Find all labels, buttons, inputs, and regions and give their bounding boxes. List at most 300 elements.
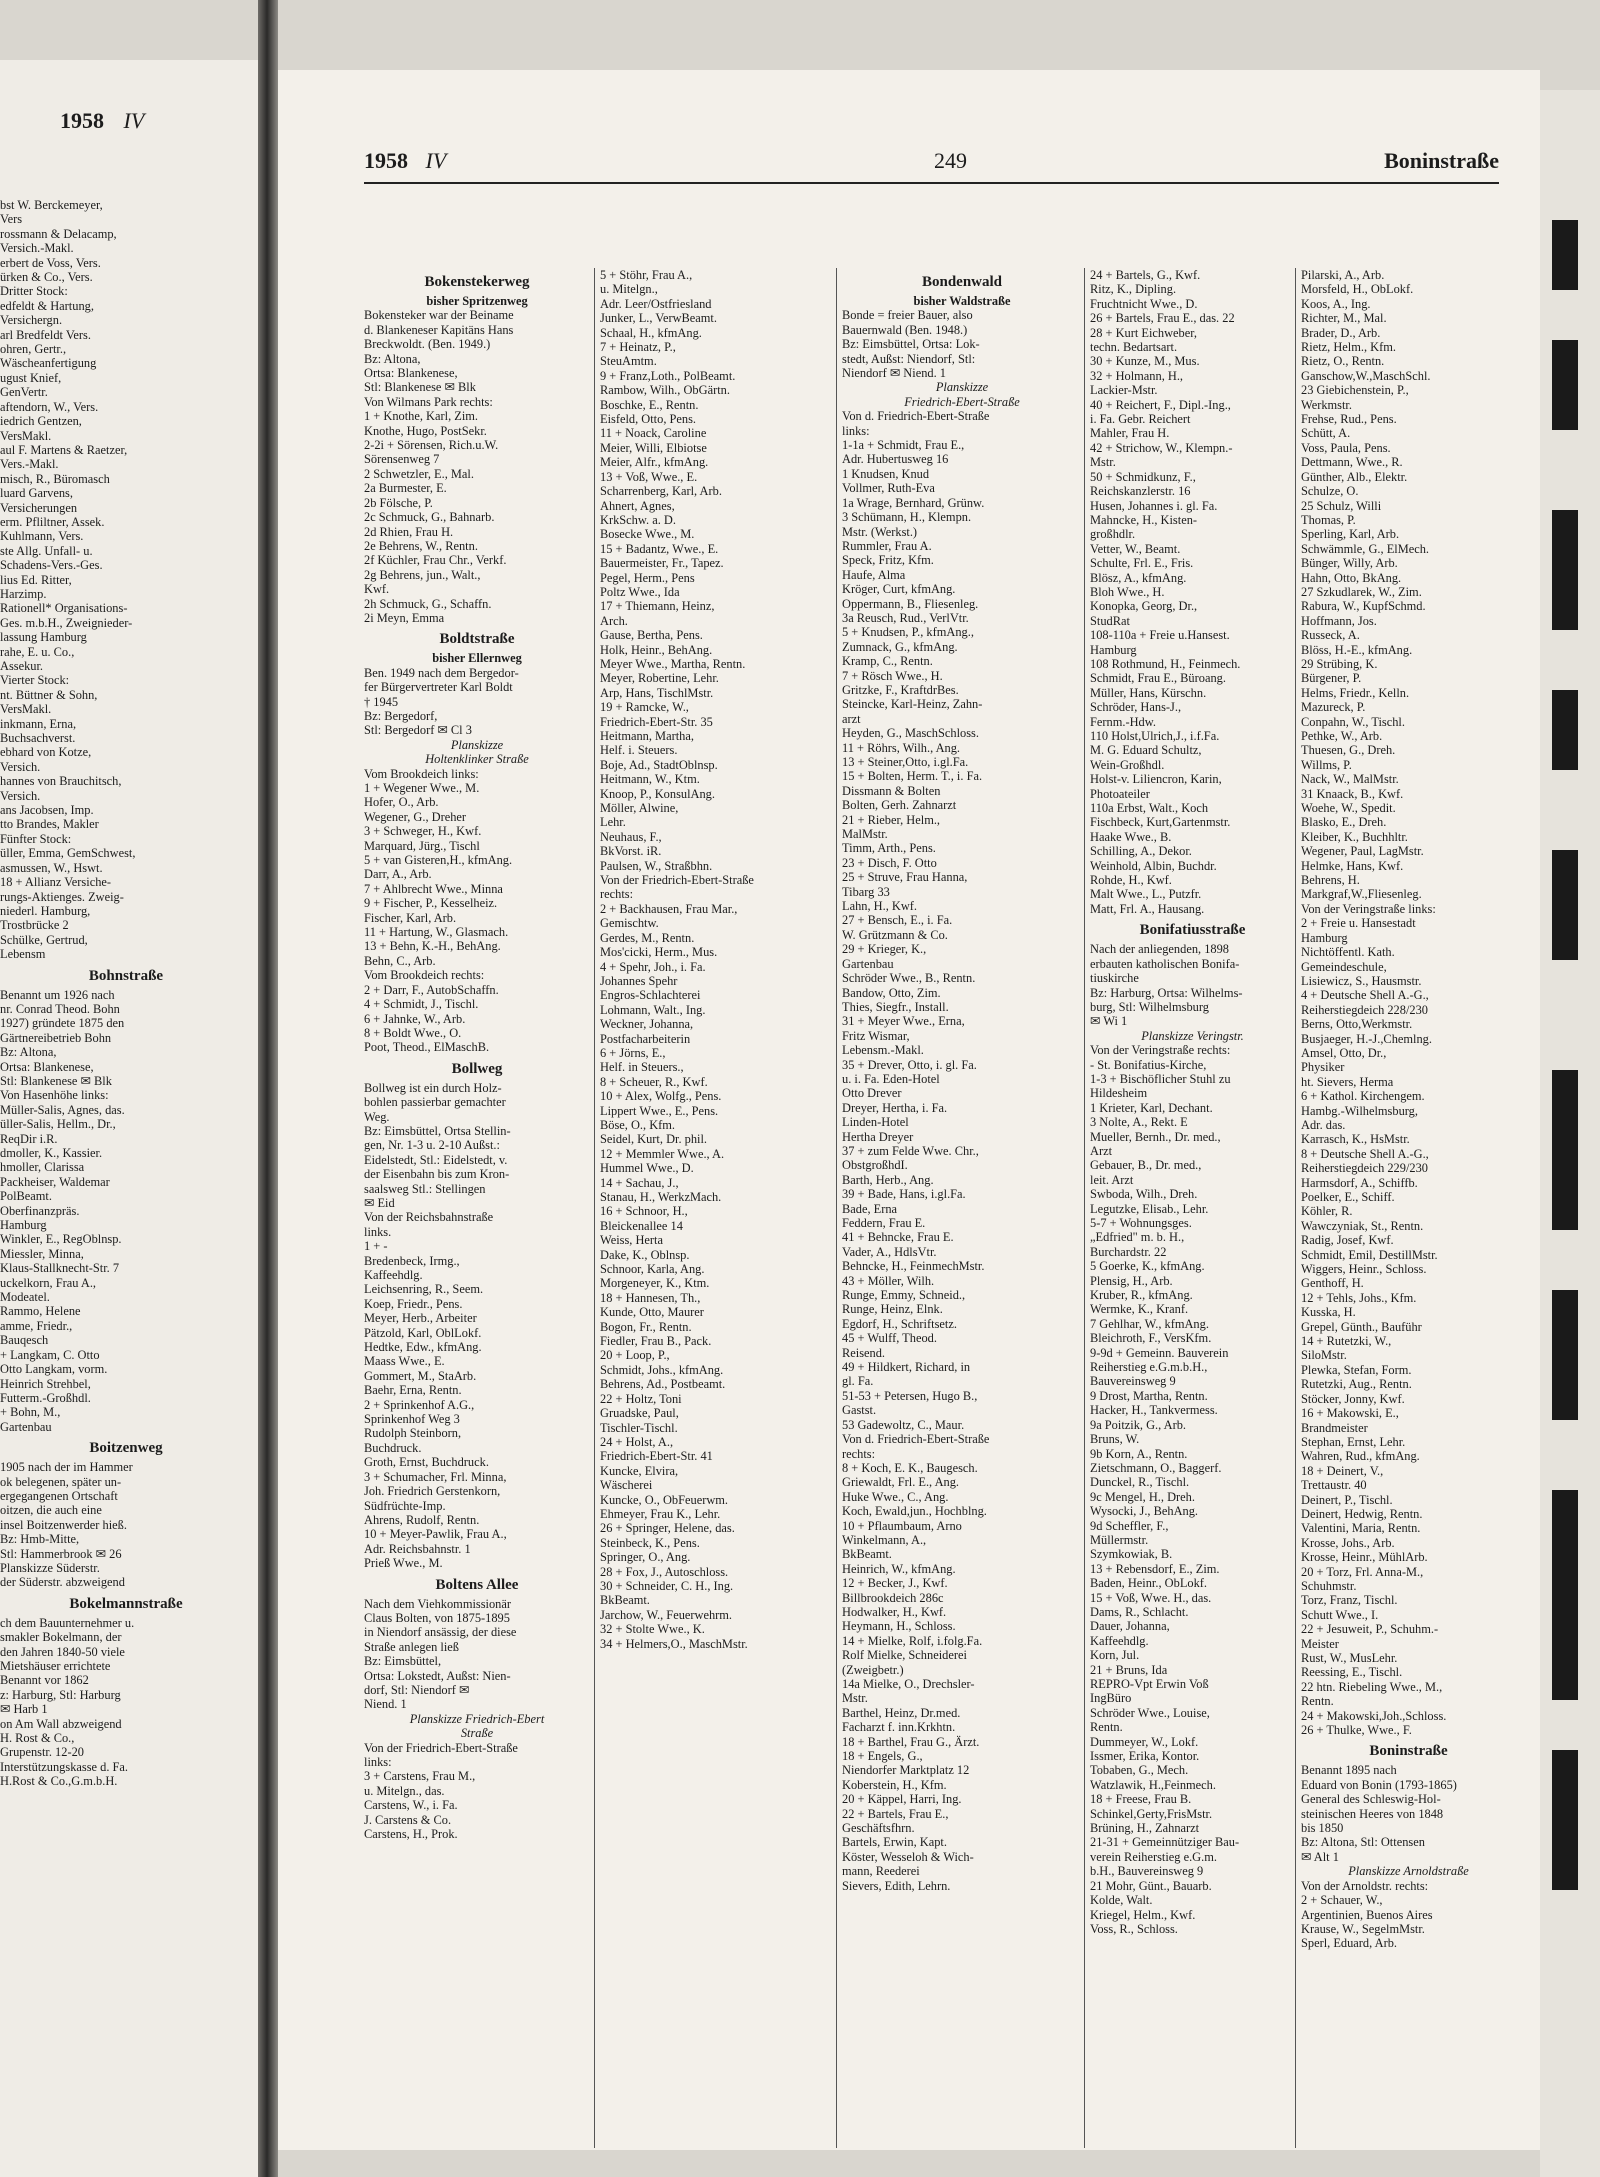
directory-entry: 5 + Stöhr, Frau A., [600,268,693,282]
directory-entry: Versich.-Makl. [0,241,74,256]
directory-entry: rossmann & Delacamp, [0,226,117,241]
directory-entry: Speck, Fritz, Kfm. [842,553,934,568]
directory-entry: Griewaldt, Frl. E., Ang. [842,1475,960,1490]
directory-entry: bohlen passierbar gemachter [364,1095,506,1110]
directory-entry: burg, Stl: Wilhelmsburg [1090,999,1209,1014]
directory-entry: nt. Büttner & Sohn, [0,687,98,702]
directory-entry: Morsfeld, H., ObLokf. [1301,282,1414,297]
directory-entry: BkBeamt. [842,1547,892,1562]
directory-entry: mann, Reederei [842,1864,920,1879]
directory-entry: Krosse, Johs., Arb. [1301,1535,1395,1550]
right-page [278,70,1540,2150]
directory-entry: Haufe, Alma [842,567,906,582]
directory-entry: Runge, Emmy, Schneid., [842,1288,966,1303]
directory-entry: Helms, Friedr., Kelln. [1301,685,1410,700]
directory-entry: Fruchtnicht Wwe., D. [1090,296,1198,311]
directory-entry: Vom Brookdeich rechts: [364,968,485,983]
directory-entry: Issmer, Erika, Kontor. [1090,1749,1200,1764]
directory-entry: Hodwalker, H., Kwf. [842,1604,947,1619]
edge-mark [1552,1490,1578,1700]
directory-entry: 5-7 + Wohnungsges. [1090,1216,1192,1230]
directory-entry: Runge, Heinz, Elnk. [842,1302,943,1317]
directory-entry: Futterm.-Großhdl. [0,1390,91,1405]
directory-entry: Kleiber, K., Buchhltr. [1301,829,1408,844]
directory-entry: Bolten, Gerh. Zahnarzt [842,798,957,813]
directory-entry: 18 + Allianz Versiche- [0,875,112,890]
edge-mark [1552,340,1578,430]
directory-entry: Vollmer, Ruth-Eva [842,481,935,496]
directory-entry: Grupenstr. 12-20 [0,1745,84,1760]
directory-entry: z: Harburg, Stl: Harburg [0,1687,121,1702]
directory-entry: Haake Wwe., B. [1090,829,1172,844]
directory-entry: Bollweg ist ein durch Holz- [364,1080,502,1095]
directory-entry: Bz: Altona, [364,351,421,366]
street-heading: Bokenstekerweg [424,274,530,290]
directory-entry: Kuhlmann, Vers. [0,529,84,544]
directory-entry: Lippert Wwe., E., Pens. [600,1103,719,1118]
directory-entry: Dams, R., Schlacht. [1090,1604,1189,1619]
directory-entry: gen, Nr. 1-3 u. 2-10 Außst.: [364,1138,500,1153]
edge-mark [1552,510,1578,630]
directory-entry: 30 + Kunze, M., Mus. [1090,354,1200,369]
directory-entry: Deinert, Hedwig, Rentn. [1301,1506,1423,1521]
directory-entry: gl. Fa. [842,1374,874,1389]
directory-entry: Wegener, G., Dreher [364,809,467,824]
directory-entry: Wermke, K., Kranf. [1090,1302,1189,1317]
directory-entry: Von der Friedrich-Ebert-Straße [600,873,754,888]
directory-entry: Koch, Ewald,jun., Hochblng. [842,1504,987,1519]
directory-entry: Plewka, Stefan, Form. [1301,1362,1412,1377]
directory-entry: Voss, Paula, Pens. [1301,440,1391,455]
directory-entry: 8 + Deutsche Shell A.-G., [1301,1146,1429,1161]
directory-entry: Adr. Hubertusweg 16 [842,452,949,467]
directory-entry: Oppermann, B., Fliesenleg. [842,596,979,611]
directory-entry: Hambg.-Wilhelmsburg, [1301,1103,1418,1118]
directory-entry: 4 + Spehr, Joh., i. Fa. [600,959,706,974]
directory-entry: Günther, Alb., Elektr. [1301,469,1408,484]
directory-entry: Schmidt, Frau E., Büroang. [1090,671,1226,686]
directory-entry: Burchardstr. 22 [1090,1244,1167,1259]
directory-entry: 49 + Hildkert, Richard, in [842,1360,971,1375]
directory-entry: Dissmann & Bolten [842,783,941,798]
directory-entry: Schutt Wwe., I. [1301,1607,1379,1622]
left-page-header [60,108,210,134]
directory-entry: 12 + Tehls, Johs., Kfm. [1301,1290,1417,1305]
directory-entry: 18 + Engels, G., [842,1749,923,1764]
right-header-year: 1958 [364,148,408,173]
plan-reference: Friedrich-Ebert-Straße [904,394,1020,409]
directory-entry: Bz: Eimsbüttel, Ortsa Stellin- [364,1123,511,1138]
directory-entry: Physiker [1301,1060,1345,1075]
directory-entry: 3 + Schweger, H., Kwf. [364,824,482,839]
directory-entry: Meyer, Herb., Arbeiter [364,1311,477,1326]
directory-entry: Mstr. (Werkst.) [842,524,918,539]
directory-entry: Dummeyer, W., Lokf. [1090,1734,1199,1749]
directory-entry: bst W. Berckemeyer, [0,198,103,212]
directory-entry: 1-3 + Bischöflicher Stuhl zu [1090,1071,1231,1086]
directory-entry: 8 + Koch, E. K., Baugesch. [842,1460,978,1475]
directory-entry: aftendorn, W., Vers. [0,399,99,414]
directory-entry: Müllermstr. [1090,1532,1149,1547]
directory-entry: Postfacharbeiterin [600,1031,691,1046]
directory-entry: Bredenbeck, Irmg., [364,1253,460,1268]
directory-entry: Harzimp. [0,586,47,601]
directory-entry: Hacker, H., Tankvermess. [1090,1403,1218,1418]
directory-entry: Knoop, P., KonsulAng. [600,786,715,801]
directory-entry: Blösz, A., kfmAng. [1090,570,1187,585]
directory-entry: Matt, Frl. A., Hausang. [1090,901,1205,916]
directory-entry: 25 Schulz, Willi [1301,498,1382,513]
directory-entry: Schülke, Gertrud, [0,932,88,947]
directory-entry: Harmsdorf, A., Schiffb. [1301,1175,1418,1190]
running-head-street: Boninstraße [1384,148,1499,173]
directory-entry: W. Grützmann & Co. [842,927,948,942]
directory-entry: 2b Fölsche, P. [364,495,433,510]
directory-entry: Poltz Wwe., Ida [600,584,680,599]
street-note: bisher Spritzenweg [426,294,528,308]
directory-entry: Von d. Friedrich-Ebert-Straße [842,409,990,424]
street-heading: Bollweg [451,1060,503,1077]
directory-entry: lius Ed. Ritter, [0,572,72,587]
directory-entry: misch, R., Büromasch [0,471,110,486]
directory-entry: Grepel, Günth., Bauführ [1301,1319,1422,1334]
directory-entry: Sprinkenhof Weg 3 [364,1412,460,1427]
directory-entry: Koberstein, H., Kfm. [842,1777,947,1792]
directory-entry: Rammo, Helene [0,1304,81,1319]
directory-entry: 34 + Helmers,O., MaschMstr. [600,1636,748,1651]
directory-entry: Gemischtw. [600,916,659,931]
directory-entry: Stephan, Ernst, Lehr. [1301,1434,1406,1449]
directory-entry: Bünger, Willy, Arb. [1301,556,1398,571]
directory-entry: Sörensenweg 7 [364,452,440,467]
directory-entry: Scharrenberg, Karl, Arb. [600,484,722,499]
directory-entry: dorf, Stl: Niendorf ✉ [364,1682,470,1697]
directory-entry: Husen, Johannes i. gl. Fa. [1090,498,1218,513]
directory-entry: Jarchow, W., Feuerwehrm. [600,1607,733,1622]
directory-entry: Schwämmle, G., ElMech. [1301,541,1430,556]
directory-entry: Dreyer, Hertha, i. Fa. [842,1100,948,1115]
directory-entry: 13 + Behn, K.-H., BehAng. [364,939,501,954]
directory-entry: 22 + Bartels, Frau E., [842,1806,949,1821]
directory-entry: Schmidt, Johs., kfmAng. [600,1362,724,1377]
directory-entry: Vetter, W., Beamt. [1090,541,1181,556]
directory-entry: Bloh Wwe., H. [1090,584,1165,599]
directory-entry: 5 Goerke, K., kfmAng. [1090,1259,1205,1274]
directory-entry: d. Blankeneser Kapitäns Hans [364,322,514,337]
directory-entry: Bokensteker war der Beiname [364,308,514,323]
directory-entry: J. Carstens & Co. [364,1812,452,1827]
directory-entry: Buchdruck. [364,1440,422,1455]
directory-entry: Kwf. [364,582,390,597]
directory-entry: Behn, C., Arb. [364,953,436,968]
directory-entry: Adr. das. [1301,1117,1346,1132]
directory-entry: Steincke, Karl-Heinz, Zahn- [842,697,983,712]
directory-entry: Knothe, Hugo, PostSekr. [364,423,487,438]
directory-entry: 13 + Steiner,Otto, i.gl.Fa. [842,755,969,769]
page-number: 249 [934,148,967,173]
directory-entry: PolBeamt. [0,1189,52,1204]
directory-entry: 2 Schwetzler, E., Mal. [364,466,474,481]
directory-entry: Bonde = freier Bauer, also [842,308,973,323]
directory-entry: Kaffeehdlg. [1090,1633,1149,1648]
directory-entry: Ehmeyer, Frau K., Lehr. [600,1506,721,1521]
directory-entry: Von der Veringstraße rechts: [1090,1043,1231,1058]
directory-entry: 26 + Thulke, Wwe., F. [1301,1723,1412,1738]
edge-mark [1552,850,1578,960]
directory-entry: ugust Knief, [0,370,62,385]
directory-entry: Bleickenallee 14 [600,1218,683,1233]
directory-entry: Nach dem Viehkommissionär [364,1596,511,1611]
directory-entry: 43 + Möller, Wilh. [842,1273,935,1288]
directory-entry: Johannes Spehr [600,973,678,988]
directory-entry: ok belegenen, später un- [0,1474,122,1489]
directory-entry: Fünfter Stock: [0,831,72,846]
directory-entry: Bauermeister, Fr., Tapez. [600,556,724,571]
directory-entry: Klaus-Stallknecht-Str. 7 [0,1261,120,1276]
directory-entry: Hildesheim [1090,1086,1148,1101]
directory-entry: Huke Wwe., C., Ang. [842,1489,949,1504]
directory-entry: 2h Schmuck, G., Schaffn. [364,596,492,611]
directory-entry: Watzlawik, H.,Feinmech. [1090,1777,1216,1792]
directory-entry: Paulsen, W., Straßbhn. [600,858,713,873]
directory-entry: Kriegel, Helm., Kwf. [1090,1907,1196,1922]
directory-entry: Thuesen, G., Dreh. [1301,743,1396,758]
directory-entry: 9 + Franz,Loth., PolBeamt. [600,368,736,383]
directory-entry: Reiherstiegdeich 229/230 [1301,1161,1428,1176]
directory-entry: 110a Erbst, Walt., Koch [1090,801,1209,816]
directory-entry: Torz, Franz, Tischl. [1301,1593,1398,1608]
directory-entry: Bosecke Wwe., M. [600,527,695,542]
directory-entry: 3a Reusch, Rud., VerlVtr. [842,610,969,625]
directory-entry: H. Rost & Co., [0,1731,75,1746]
directory-entry: Dritter Stock: [0,284,68,299]
directory-entry: Meier, Alfr., kfmAng. [600,455,709,470]
directory-entry: 16 + Schnoor, H., [600,1204,688,1219]
directory-column [1090,268,1295,2148]
directory-entry: Holk, Heinr., BehAng. [600,642,713,657]
directory-entry: Nichtöffentl. Kath. [1301,945,1395,960]
directory-entry: Egdorf, H., Schriftsetz. [842,1316,957,1331]
directory-entry: ans Jacobsen, Imp. [0,803,94,818]
directory-entry: rechts: [600,887,634,902]
directory-entry: Plensig, H., Arb. [1090,1273,1173,1288]
directory-entry: Tischler-Tischl. [600,1420,678,1435]
directory-entry: Miessler, Minna, [0,1246,84,1261]
edge-mark [1552,220,1578,290]
directory-entry: Dettmann, Wwe., R. [1301,455,1403,470]
directory-entry: Vers.-Makl. [0,457,59,472]
directory-entry: Arzt [1090,1143,1113,1158]
directory-entry: Pätzold, Karl, OblLokf. [364,1325,482,1340]
directory-entry: Boje, Ad., StadtOblnsp. [600,757,718,772]
directory-entry: GenVertr. [0,385,48,400]
directory-entry: 10 + Meyer-Pawlik, Frau A., [364,1527,507,1542]
directory-entry: Bogon, Fr., Rentn. [600,1319,692,1334]
directory-entry: Malt Wwe., L., Putzfr. [1090,887,1202,902]
directory-entry: Thies, Siegfr., Install. [842,999,949,1014]
directory-entry: Versich. [0,788,41,803]
directory-entry: BkVorst. iR. [600,844,662,859]
directory-entry: Geschäftsfhrn. [842,1821,915,1836]
directory-entry: Billbrookdeich 286c [842,1590,944,1605]
directory-entry: Rutetzki, Aug., Rentn. [1301,1377,1412,1392]
directory-entry: 15 + Voß, Wwe. H., das. [1090,1590,1212,1605]
directory-entry: nr. Conrad Theod. Bohn [0,1001,120,1016]
directory-entry: Gastst. [842,1403,877,1418]
directory-entry: Conpahn, W., Tischl. [1301,714,1405,729]
directory-entry: üller, Emma, GemSchwest, [0,846,136,861]
directory-entry: Lebensm [0,947,46,962]
book-gutter [258,0,278,2177]
directory-entry: 23 + Disch, F. Otto [842,855,937,870]
directory-entry: Winkler, E., RegOblnsp. [0,1232,122,1247]
directory-entry: Stl: Hammerbrook ✉ 26 [0,1546,122,1561]
directory-entry: Vierter Stock: [0,673,70,688]
directory-entry: StudRat [1090,613,1130,628]
edge-mark [1552,1750,1578,1890]
directory-entry: stedt, Außst: Niendorf, Stl: [842,351,976,366]
directory-entry: Rambow, Wilh., ObGärtn. [600,383,730,398]
directory-entry: 15 + Badantz, Wwe., E. [600,541,719,556]
directory-entry: Schröder Wwe., B., Rentn. [842,971,976,986]
directory-entry: 22 + Jesuweit, P., Schuhm.- [1301,1622,1439,1637]
directory-entry: Kaffeehdlg. [364,1268,423,1282]
directory-entry: Carstens, H., Prok. [364,1827,458,1842]
directory-entry: Müller, Hans, Kürschn. [1090,685,1207,700]
directory-entry: + Bohn, M., [0,1405,61,1420]
directory-entry: Stl: Blankenese ✉ Blk [0,1073,112,1088]
directory-entry: Arp, Hans, TischlMstr. [600,685,714,700]
directory-entry: Köster, Wesseloh & Wich- [842,1849,974,1864]
directory-entry: Gruadske, Paul, [600,1406,679,1421]
directory-entry: Reiherstieg e.G.m.b.H., [1090,1360,1208,1375]
directory-entry: Wäscherei [600,1478,653,1493]
directory-entry: Nack, W., MalMstr. [1301,772,1399,787]
directory-entry: „Edfried" m. b. H., [1090,1230,1185,1245]
directory-entry: Krause, W., SegelmMstr. [1301,1921,1425,1936]
directory-entry: Schuhmstr. [1301,1578,1357,1593]
directory-entry: Russeck, A. [1301,628,1360,643]
directory-entry: der Süderstr. abzweigend [0,1575,125,1590]
directory-entry: Bürgener, P. [1301,671,1362,686]
directory-entry: Friedrich-Ebert-Str. 41 [600,1449,713,1464]
directory-entry: 11 + Hartung, W., Glasmach. [364,925,509,940]
directory-entry: Joh. Friedrich Gerstenkorn, [364,1484,501,1499]
directory-entry: Packheiser, Waldemar [0,1174,110,1189]
directory-entry: Hedtke, Edw., kfmAng. [364,1340,482,1355]
directory-entry: Heymann, H., Schloss. [842,1619,956,1634]
directory-entry: Schröder, Hans-J., [1090,700,1182,715]
directory-entry: großhdlr. [1090,527,1136,542]
directory-entry: Bauvereinsweg 9 [1090,1374,1176,1389]
directory-entry: Brüning, H., Zahnarzt [1090,1821,1200,1836]
directory-entry: Baehr, Erna, Rentn. [364,1383,462,1398]
directory-entry: REPRO-Vpt Erwin Voß [1090,1677,1209,1691]
directory-entry: Szymkowiak, B. [1090,1547,1173,1562]
directory-entry: Zietschmann, O., Baggerf. [1090,1460,1222,1475]
directory-entry: Darr, A., Arb. [364,867,432,882]
directory-column [842,268,1082,2148]
directory-entry: Gause, Bertha, Pens. [600,628,703,643]
directory-entry: links: [842,423,870,438]
directory-entry: 20 + Torz, Frl. Anna-M., [1301,1564,1424,1579]
directory-entry: 9 Drost, Martha, Rentn. [1090,1388,1208,1403]
street-heading: Boltens Allee [435,1576,519,1593]
directory-entry: 21 + Bruns, Ida [1090,1662,1168,1677]
left-page [0,60,258,2177]
directory-entry: + Langkam, C. Otto [0,1347,100,1362]
directory-entry: Sperl, Eduard, Arb. [1301,1936,1398,1951]
directory-entry: ReqDir i.R. [0,1131,58,1146]
directory-entry: inkmann, Erna, [0,716,77,731]
directory-entry: Engros-Schlachterei [600,988,701,1003]
directory-entry: Versicherungen [0,500,78,515]
directory-entry: 2e Behrens, W., Rentn. [364,538,478,553]
directory-entry: Hofer, O., Arb. [364,795,439,810]
directory-entry: Deinert, P., Tischl. [1301,1492,1393,1507]
directory-entry: Niendorfer Marktplatz 12 [842,1763,970,1778]
directory-entry: Behncke, H., FeinmechMstr. [842,1259,985,1274]
directory-entry: Woehe, W., Spedit. [1301,801,1396,816]
directory-entry: Fernm.-Hdw. [1090,714,1156,729]
directory-entry: Springer, O., Ang. [600,1550,691,1565]
directory-entry: 2f Küchler, Frau Chr., Verkf. [364,553,507,568]
directory-entry: Werkmstr. [1301,397,1352,412]
directory-entry: 10 + Alex, Wolfg., Pens. [600,1089,722,1104]
directory-entry: Mstr. [842,1691,868,1706]
directory-entry: Mahler, Frau H. [1090,426,1170,441]
directory-entry: Hahn, Otto, BkAng. [1301,570,1402,585]
directory-entry: ch dem Bauunternehmer u. [0,1615,135,1630]
directory-entry: Kusska, H. [1301,1305,1356,1320]
directory-entry: Koep, Friedr., Pens. [364,1296,463,1311]
directory-entry: 21 Mohr, Günt., Bauarb. [1090,1878,1212,1893]
directory-entry: Weinhold, Albin, Buchdr. [1090,858,1217,873]
directory-entry: 51-53 + Petersen, Hugo B., [842,1388,978,1403]
directory-entry: Winkelmann, A., [842,1532,927,1547]
directory-entry: 2c Schmuck, G., Bahnarb. [364,510,495,525]
directory-entry: Von Wilmans Park rechts: [364,394,493,409]
directory-entry: insel Boitzenwerder hieß. [0,1517,127,1532]
directory-entry: Meyer, Robertine, Lehr. [600,671,719,686]
directory-entry: Fischbeck, Kurt,Gartenmstr. [1090,815,1231,830]
directory-entry: Bauqesch [0,1333,49,1348]
directory-entry: 31 Knaack, B., Kwf. [1301,786,1404,801]
directory-entry: luard Garvens, [0,486,73,501]
directory-entry: Wäscheanfertigung [0,356,97,371]
directory-entry: Schütt, A. [1301,426,1351,441]
directory-entry: 39 + Bade, Hans, i.gl.Fa. [842,1187,966,1202]
directory-entry: Poelker, E., Schiff. [1301,1190,1395,1204]
directory-entry: Brader, D., Arb. [1301,325,1381,340]
directory-entry: 8 + Scheuer, R., Kwf. [600,1074,708,1089]
directory-entry: Bz: Hmb-Mitte, [0,1532,80,1547]
directory-entry: 9d Scheffler, F., [1090,1518,1169,1533]
directory-entry: Hamburg [1301,930,1348,945]
directory-entry: lassung Hamburg [0,630,87,645]
directory-entry: uckelkorn, Frau A., [0,1275,97,1290]
directory-entry: steinischen Heeres von 1848 [1301,1806,1444,1821]
directory-entry: Benannt vor 1862 [0,1673,89,1688]
directory-entry: ✉ Eid [364,1195,395,1210]
directory-entry: Planskizze Süderstr. [0,1560,100,1575]
directory-entry: 5 + van Gisteren,H., kfmAng. [364,853,513,868]
directory-entry: 24 + Makowski,Joh.,Schloss. [1301,1708,1447,1723]
directory-entry: Ben. 1949 nach dem Bergedor- [364,665,519,680]
directory-entry: Stl: Bergedorf ✉ Cl 3 [364,723,472,738]
directory-entry: ste Allg. Unfall- u. [0,543,93,558]
directory-entry: 1927) gründete 1875 den [0,1016,125,1031]
